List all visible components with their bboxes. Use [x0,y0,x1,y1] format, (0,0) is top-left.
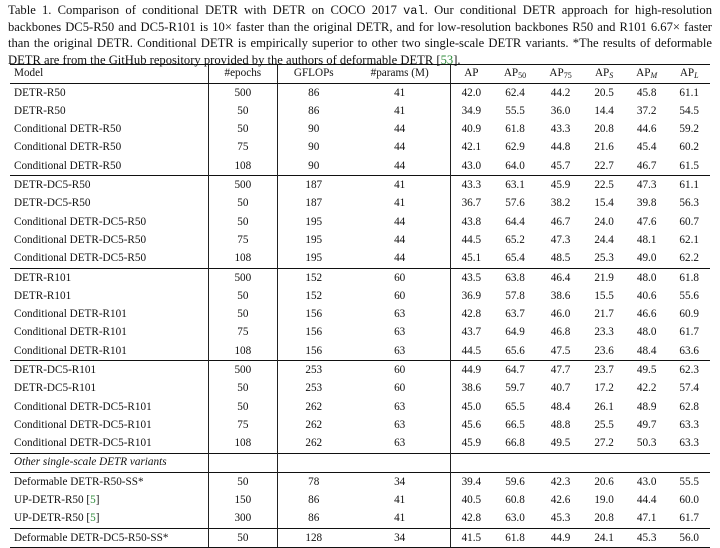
cell-params: 60 [350,361,450,380]
cell-aps: 17.2 [594,382,614,395]
cell-gflops: 86 [277,102,350,120]
cell-ap75: 44.8 [550,141,571,154]
cell-ap50: 63.7 [505,308,525,321]
cell-ap75: 49.5 [550,437,571,450]
cell-apl: 63.3 [679,418,699,431]
cell-apl: 60.9 [679,308,699,321]
cell-model: DETR-DC5-R101 [14,382,97,395]
cell-model: DETR-DC5-R50 [10,176,209,195]
citation-link[interactable]: 5 [90,512,96,525]
cell-model: Conditional DETR-DC5-R50 [14,215,147,228]
cell-apl: 61.1 [679,86,699,99]
cell-model: DETR-R50 [14,86,66,99]
cell-ap50: 61.8 [505,123,525,136]
cell-model: DETR-R101 [14,289,72,302]
cell-apm: 44.4 [636,494,657,507]
cell-ap: 43.5 [450,268,492,287]
cell-ap75: 47.3 [550,233,571,246]
cell-aps: 24.4 [594,233,614,246]
cell-ap: 36.9 [450,287,492,305]
cell-ap: 44.5 [450,231,492,249]
cell-aps: 21.6 [594,141,614,154]
cell-apl: 60.0 [679,494,699,507]
cell-model: Conditional DETR-DC5-R50 [14,252,147,265]
cell-epochs: 500 [209,176,278,195]
cell-ap50: 65.5 [505,400,525,413]
cell-model: Conditional DETR-R50 [14,141,122,154]
section-label: Other single-scale DETR variants [10,453,209,472]
table-row [10,398,710,416]
cell-apl: 62.2 [679,252,699,265]
cell-aps: 21.7 [594,308,614,321]
table-row [10,139,710,157]
cell-ap50: 59.6 [492,473,538,492]
cell-ap: 45.1 [450,250,492,269]
cell-gflops: 262 [277,398,350,416]
cell-aps: 19.0 [594,494,614,507]
cell-ap: 40.9 [450,121,492,139]
cell-gflops: 156 [277,324,350,342]
cell-params: 44 [394,215,406,228]
cell-aps: 22.7 [594,159,614,172]
cell-params: 41 [394,512,406,525]
cell-params: 44 [394,252,406,265]
cell-ap: 43.3 [450,176,492,195]
cell-aps: 24.1 [583,529,624,548]
cell-ap75: 38.6 [550,289,571,302]
cell-apl: 61.1 [668,176,710,195]
cell-model: DETR-R101 [10,268,209,287]
cell-ap75: 46.8 [550,326,571,339]
cell-ap50: 64.0 [505,159,525,172]
cell-epochs: 300 [209,510,278,529]
cell-epochs: 50 [209,380,278,398]
table-row [10,231,710,249]
cell-ap50: 63.8 [492,268,538,287]
cell-ap75: 42.3 [538,473,584,492]
cell-ap75: 48.8 [550,418,571,431]
cell-aps: 20.8 [594,512,614,525]
cell-apm: 47.1 [636,512,657,525]
cell-aps: 15.5 [594,289,614,302]
cell-params: 60 [394,382,406,395]
cell-epochs: 108 [209,342,278,361]
cell-ap75: 42.6 [550,494,571,507]
table-header-row [10,65,710,84]
cell-model: UP-DETR-R50 [5] [14,512,100,525]
table-row [10,102,710,120]
cell-aps: 23.3 [594,326,614,339]
table-row [10,473,710,492]
cell-apm: 45.4 [636,141,657,154]
cell-model: Conditional DETR-DC5-R101 [14,400,152,413]
cell-model: Deformable DETR-DC5-R50-SS* [10,529,209,548]
cell-aps: 20.5 [594,86,614,99]
cell-ap: 41.5 [450,529,492,548]
cell-apl: 61.5 [679,159,699,172]
cell-params: 63 [394,326,406,339]
cell-gflops: 187 [277,176,350,195]
cell-apm: 46.6 [636,308,657,321]
cell-ap75: 43.3 [550,123,571,136]
table-row [10,342,710,361]
cell-epochs: 500 [209,84,278,103]
header-ap50: $AP_{50}$ [492,65,538,84]
cell-gflops: 86 [277,510,350,529]
table-row [10,510,710,529]
cell-apm: 49.5 [625,361,669,380]
header-ap75: $AP_{75}$ [538,65,584,84]
cell-gflops: 156 [277,342,350,361]
cell-ap50: 64.7 [492,361,538,380]
cell-aps: 24.0 [594,215,614,228]
cell-aps: 27.2 [594,437,614,450]
table-row [10,176,710,195]
table-row [10,324,710,342]
table-row [10,306,710,324]
cell-params: 63 [394,437,406,450]
cell-model: Conditional DETR-R101 [14,344,127,357]
cell-ap: 43.0 [450,157,492,176]
cell-apl: 54.5 [679,104,699,117]
cell-model: Conditional DETR-R50 [14,159,122,172]
cell-params: 44 [394,159,406,172]
cell-ap: 36.7 [450,195,492,213]
cell-apl: 55.5 [668,473,710,492]
cell-ap50: 62.4 [505,86,525,99]
cell-aps: 20.6 [583,473,624,492]
cell-apm: 47.6 [636,215,657,228]
cell-apm: 50.3 [636,437,657,450]
cell-params: 44 [394,233,406,246]
cell-model: DETR-R50 [14,104,66,117]
cell-gflops: 253 [277,361,350,380]
cell-ap75: 45.3 [550,512,571,525]
cell-apl: 62.1 [679,233,699,246]
cell-aps: 26.1 [594,400,614,413]
cell-gflops: 86 [277,84,350,103]
cell-gflops: 90 [277,157,350,176]
cell-ap50: 66.5 [505,418,525,431]
cell-params: 63 [394,418,406,431]
header-aps: $AP_S$ [583,65,624,84]
cell-params: 41 [350,176,450,195]
cell-params: 63 [394,308,406,321]
cell-params: 44 [394,141,406,154]
cell-apl: 63.3 [679,437,699,450]
cell-ap50: 63.0 [505,512,525,525]
table-row [10,287,710,305]
cell-model: Conditional DETR-R50 [14,123,122,136]
cell-apm: 48.4 [636,344,657,357]
cell-gflops: 195 [277,231,350,249]
cell-apl: 57.4 [679,382,699,395]
cell-model: Deformable DETR-R50-SS* [10,473,209,492]
cell-apl: 61.8 [668,268,710,287]
cell-params: 41 [394,197,406,210]
cell-apl: 63.6 [679,344,699,357]
cell-epochs: 50 [209,287,278,305]
cell-ap: 45.6 [450,416,492,434]
cell-ap: 42.1 [450,139,492,157]
caption-val-code: val [403,4,425,18]
cell-gflops: 262 [277,416,350,434]
cell-gflops: 86 [277,492,350,510]
cell-apl: 56.3 [679,197,699,210]
cell-ap: 42.0 [450,84,492,103]
cell-ap: 39.4 [450,473,492,492]
cell-gflops: 128 [277,529,350,548]
cell-apm: 44.6 [636,123,657,136]
cell-epochs: 50 [209,529,278,548]
cell-ap50: 59.7 [505,382,525,395]
cell-params: 34 [350,529,450,548]
caption-text-1: Table 1. Comparison of conditional DETR with DETR on COCO 2017 [8,3,404,17]
cell-apm: 37.2 [636,104,657,117]
cell-epochs: 500 [209,268,278,287]
cell-ap75: 47.5 [550,344,571,357]
cell-ap: 44.9 [450,361,492,380]
cell-apm: 45.3 [625,529,669,548]
cell-model: DETR-DC5-R50 [14,197,91,210]
cell-epochs: 75 [209,139,278,157]
cell-ap: 45.0 [450,398,492,416]
cell-apm: 40.6 [636,289,657,302]
cell-gflops: 195 [277,213,350,231]
results-table [10,64,710,548]
cell-ap: 40.5 [450,492,492,510]
cell-ap50: 62.9 [505,141,525,154]
cell-params: 34 [350,473,450,492]
cell-apl: 55.6 [679,289,699,302]
cell-gflops: 152 [277,268,350,287]
table-row [10,268,710,287]
cell-apm: 45.8 [636,86,657,99]
cell-ap75: 46.0 [550,308,571,321]
cell-ap: 38.6 [450,380,492,398]
cell-params: 60 [394,289,406,302]
cell-epochs: 50 [209,398,278,416]
cell-aps: 23.7 [583,361,624,380]
table-row [10,492,710,510]
cell-ap75: 44.2 [550,86,571,99]
cell-epochs: 50 [209,102,278,120]
cell-model: Conditional DETR-R101 [14,308,127,321]
cell-ap50: 61.8 [492,529,538,548]
cell-epochs: 50 [209,195,278,213]
cell-gflops: 187 [277,195,350,213]
table-row [10,157,710,176]
cell-model: Conditional DETR-DC5-R101 [14,437,152,450]
cell-gflops: 262 [277,435,350,454]
cell-gflops: 195 [277,250,350,269]
table-row [10,416,710,434]
cell-params: 41 [394,86,406,99]
table-row [10,529,710,548]
cell-apl: 62.3 [668,361,710,380]
cell-model: Conditional DETR-DC5-R50 [14,233,147,246]
cell-params: 41 [394,494,406,507]
cell-params: 63 [394,344,406,357]
cell-ap50: 66.8 [505,437,525,450]
header-ap: AP [450,65,492,84]
cell-aps: 25.5 [594,418,614,431]
cell-ap75: 36.0 [550,104,571,117]
cell-apm: 47.3 [625,176,669,195]
cell-aps: 23.6 [594,344,614,357]
cell-epochs: 108 [209,250,278,269]
section-label-row [10,453,710,472]
cell-ap: 44.5 [450,342,492,361]
caption-text-2: . Our conditional DETR approach for high-resolution backbones DC5-R50 and DC5-R101 is 10× faster than the original DETR, and for low-resolution backbones R50 and R101 6.67× faster than the original DETR. Conditional DETR is empirically superior to other two single-scale DETR variants. *The results of deformable DETR are from the GitHub repository provided by the authors of deformable DETR [ [8,3,712,67]
cell-ap: 45.9 [450,435,492,454]
cell-ap50: 64.9 [505,326,525,339]
cell-ap: 43.8 [450,213,492,231]
cell-epochs: 75 [209,416,278,434]
cell-model: Conditional DETR-DC5-R101 [14,418,152,431]
cell-gflops: 156 [277,306,350,324]
cell-params: 44 [394,123,406,136]
table-row [10,250,710,269]
cell-ap75: 44.9 [538,529,584,548]
table-row [10,435,710,454]
cell-epochs: 150 [209,492,278,510]
cell-aps: 22.5 [583,176,624,195]
cell-ap75: 38.2 [550,197,571,210]
cell-ap: 42.8 [450,306,492,324]
cell-params: 60 [350,268,450,287]
cell-aps: 14.4 [594,104,614,117]
table-row [10,195,710,213]
cell-model: DETR-DC5-R101 [10,361,209,380]
cell-gflops: 152 [277,287,350,305]
cell-apm: 39.8 [636,197,657,210]
cell-aps: 20.8 [594,123,614,136]
cell-ap: 43.7 [450,324,492,342]
header-gflops: GFLOPs [277,65,350,84]
cell-model: UP-DETR-R50 [5] [14,494,100,507]
cell-apm: 49.7 [636,418,657,431]
cell-model: Conditional DETR-R101 [14,326,127,339]
cell-epochs: 50 [209,473,278,492]
cell-apl: 62.8 [679,400,699,413]
cell-gflops: 90 [277,121,350,139]
cell-apl: 61.7 [679,512,699,525]
cell-apm: 49.0 [636,252,657,265]
cell-apm: 48.9 [636,400,657,413]
cell-apl: 56.0 [668,529,710,548]
cell-apm: 43.0 [625,473,669,492]
table-caption [8,2,712,68]
cell-ap50: 55.5 [505,104,525,117]
caption-text-3: ]. [453,52,461,67]
cell-apl: 61.7 [679,326,699,339]
cell-aps: 25.3 [594,252,614,265]
cell-gflops: 78 [277,473,350,492]
cell-ap50: 65.2 [505,233,525,246]
cell-ap75: 40.7 [550,382,571,395]
cell-ap50: 63.1 [492,176,538,195]
cell-epochs: 50 [209,213,278,231]
table-row [10,380,710,398]
cell-apm: 48.1 [636,233,657,246]
cell-apm: 42.2 [636,382,657,395]
table-row [10,213,710,231]
caption-citation-link[interactable]: 53 [440,52,454,67]
cell-ap50: 57.6 [505,197,525,210]
cell-epochs: 108 [209,435,278,454]
cell-epochs: 50 [209,306,278,324]
cell-apm: 48.0 [625,268,669,287]
table-row [10,361,710,380]
cell-gflops: 253 [277,380,350,398]
cell-epochs: 75 [209,231,278,249]
cell-epochs: 108 [209,157,278,176]
table-row [10,84,710,103]
cell-apl: 59.2 [679,123,699,136]
cell-ap75: 48.5 [550,252,571,265]
cell-ap50: 65.4 [505,252,525,265]
table-row [10,121,710,139]
cell-ap50: 65.6 [505,344,525,357]
cell-apm: 48.0 [636,326,657,339]
cell-gflops: 90 [277,139,350,157]
cell-params: 63 [394,400,406,413]
cell-ap75: 48.4 [550,400,571,413]
cell-ap75: 45.9 [538,176,584,195]
cell-ap75: 46.4 [538,268,584,287]
cell-apm: 46.7 [636,159,657,172]
cell-apl: 60.7 [679,215,699,228]
cell-ap75: 47.7 [538,361,584,380]
cell-aps: 15.4 [594,197,614,210]
cell-ap: 34.9 [450,102,492,120]
header-params: #params (M) [350,65,450,84]
header-apm: $AP_M$ [625,65,669,84]
cell-ap: 42.8 [450,510,492,529]
cell-ap75: 45.7 [550,159,571,172]
cell-ap75: 46.7 [550,215,571,228]
cell-epochs: 500 [209,361,278,380]
citation-link[interactable]: 5 [90,494,96,507]
cell-ap50: 60.8 [505,494,525,507]
header-model: Model [10,65,209,84]
cell-apl: 60.2 [679,141,699,154]
cell-params: 41 [394,104,406,117]
cell-aps: 21.9 [583,268,624,287]
cell-epochs: 50 [209,121,278,139]
cell-ap50: 57.8 [505,289,525,302]
header-apl: $AP_L$ [668,65,710,84]
cell-epochs: 75 [209,324,278,342]
header-epochs: #epochs [209,65,278,84]
cell-ap50: 64.4 [505,215,525,228]
